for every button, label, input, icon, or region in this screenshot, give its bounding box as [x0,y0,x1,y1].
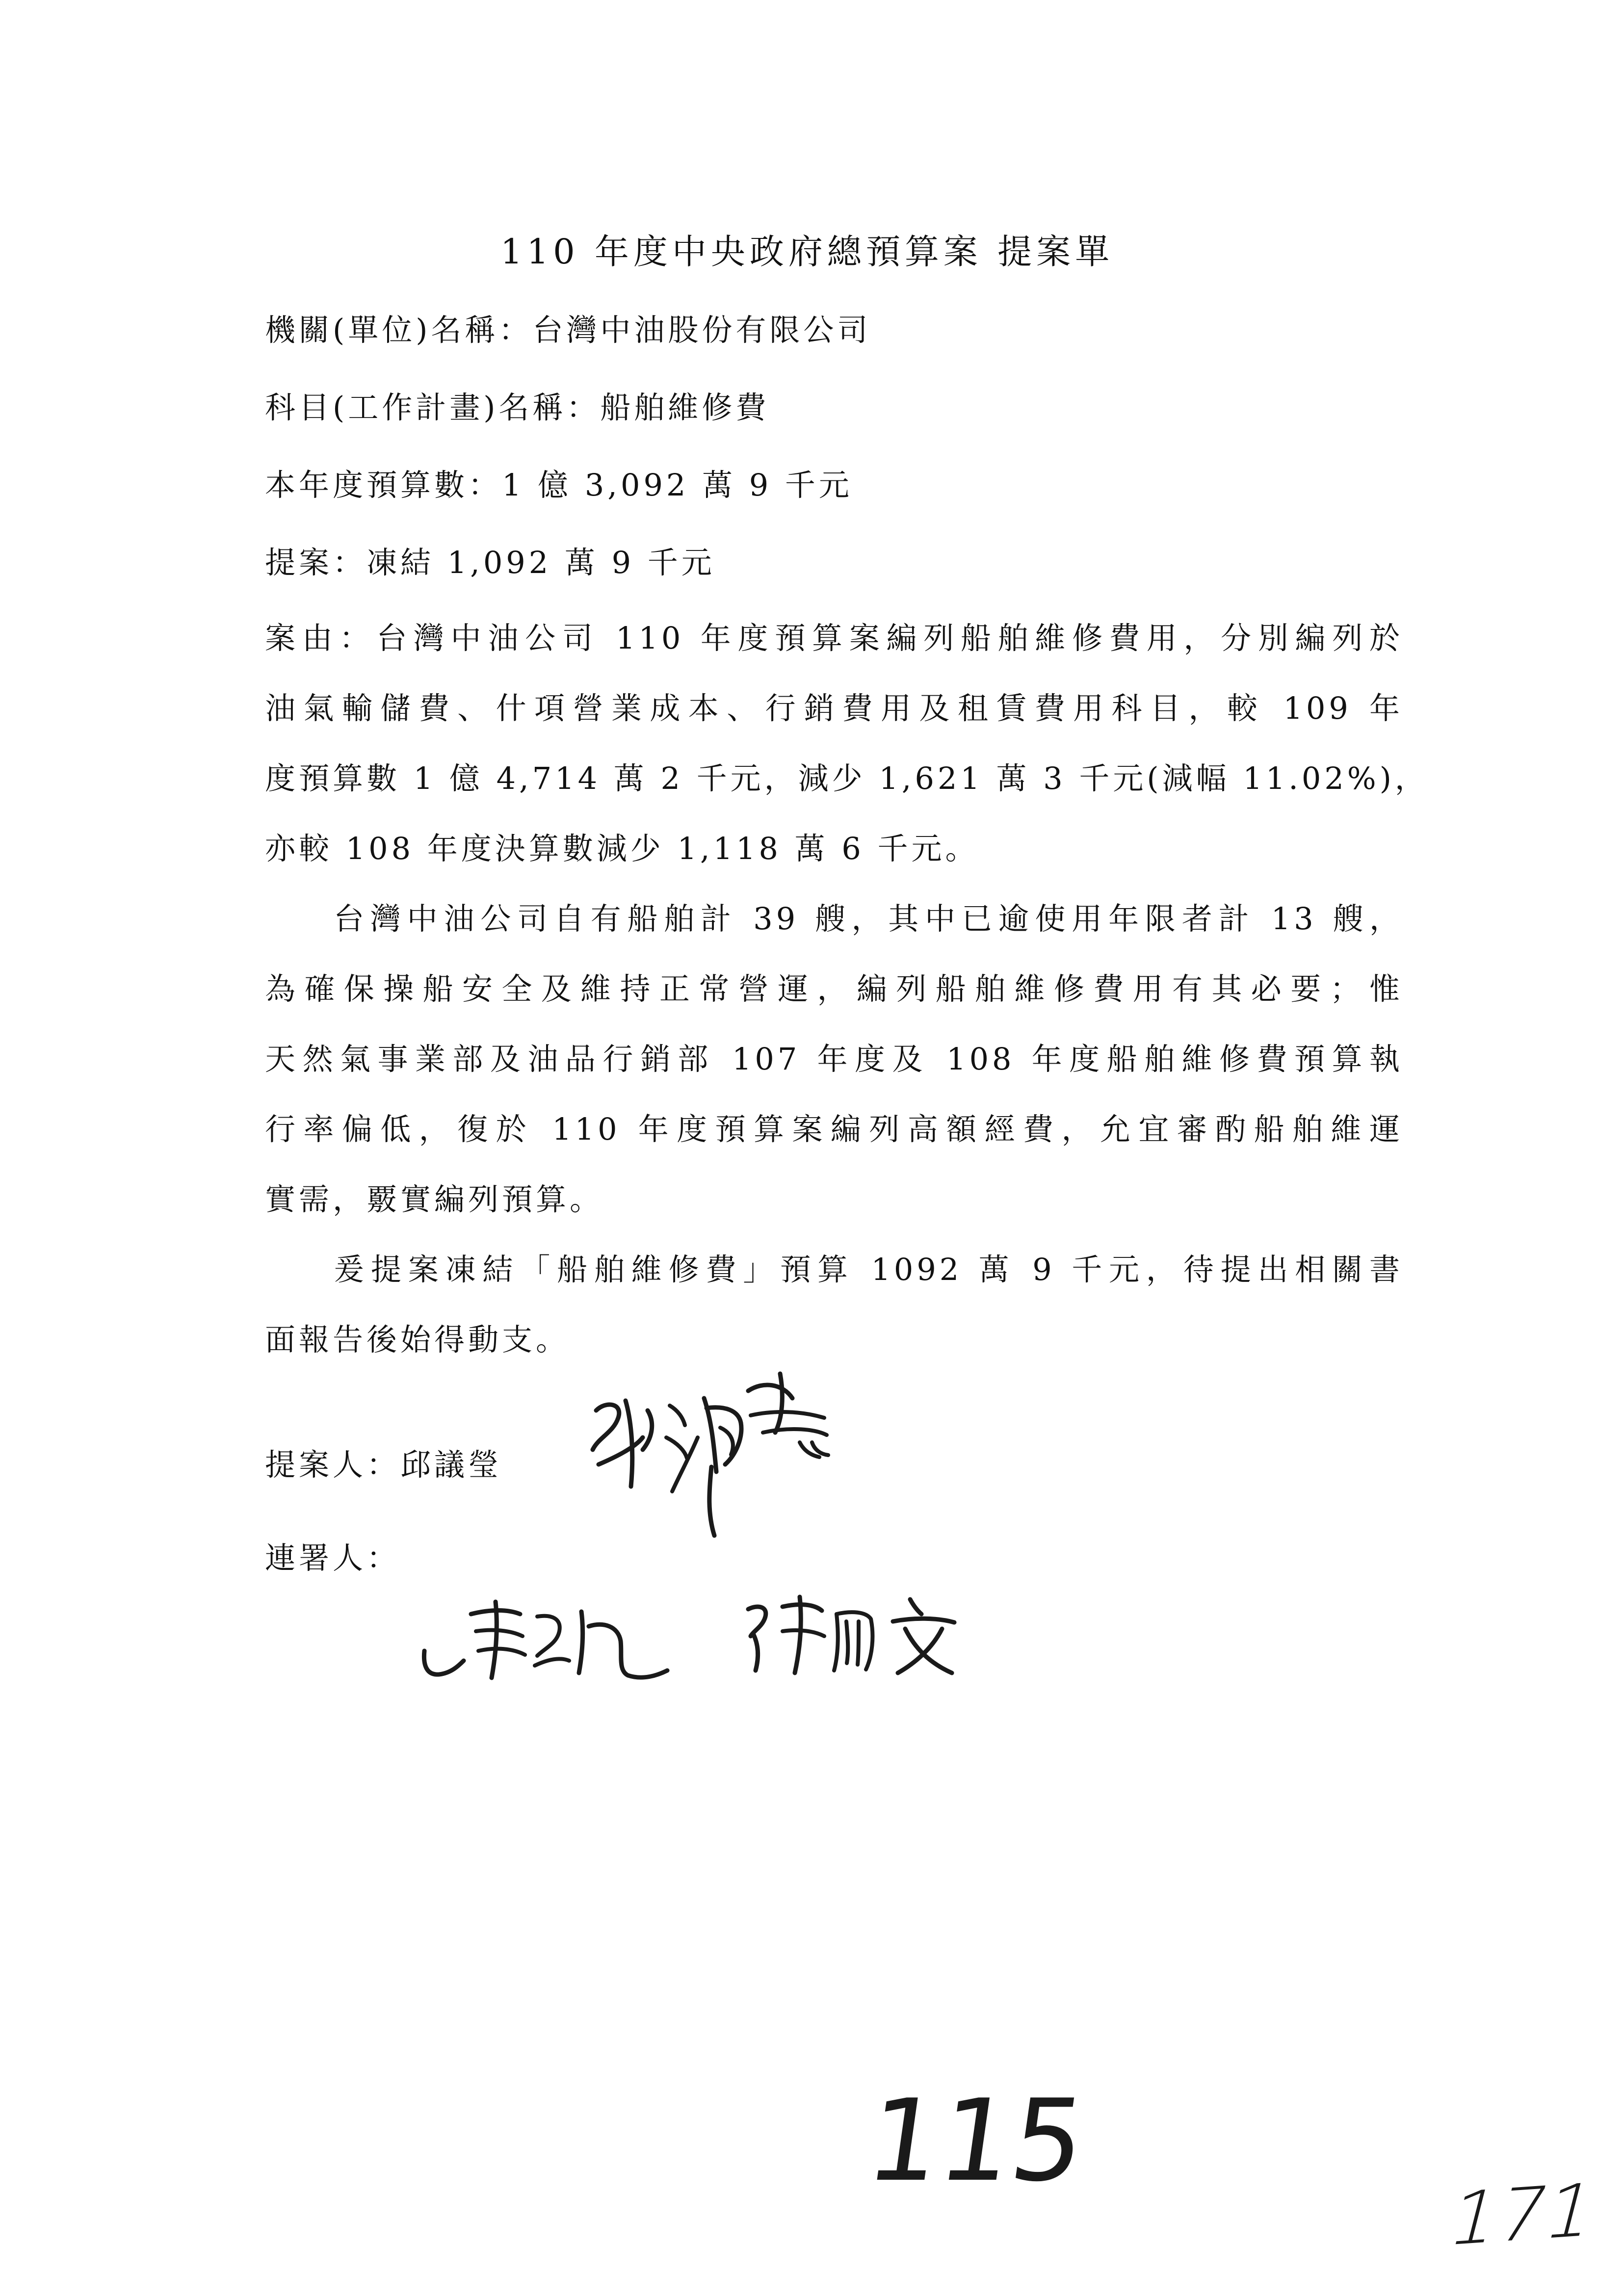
handwritten-page-number: 115 [859,2076,1093,2207]
agency-name: 機關(單位)名稱：台灣中油股份有限公司 [265,312,871,348]
cosigner-signature [412,1592,687,1690]
reason-line: 油氣輸儲費、什項營業成本、行銷費用及租賃費用科目，較 109 年 [265,690,1403,726]
analysis-line: 為確保操船安全及維持正常營運，編列船舶維修費用有其必要；惟 [265,971,1403,1007]
document-title: 110 年度中央政府總預算案 提案單 [500,232,1114,272]
conclusion-line: 爰提案凍結「船舶維修費」預算 1092 萬 9 千元，待提出相關書 [334,1252,1403,1287]
cosigner-signature [736,1587,991,1685]
analysis-line: 台灣中油公司自有船舶計 39 艘，其中已逾使用年限者計 13 艘， [334,901,1403,937]
analysis-line: 實需，覈實編列預算。 [265,1181,604,1217]
proposal-amount: 提案：凍結 1,092 萬 9 千元 [265,545,715,580]
item-name: 科目(工作計畫)名稱：船舶維修費 [265,390,770,425]
analysis-line: 行率偏低，復於 110 年度預算案編列高額經費，允宜審酌船舶維運 [265,1111,1403,1147]
conclusion-line: 面報告後始得動支。 [265,1322,570,1357]
budget-amount: 本年度預算數：1 億 3,092 萬 9 千元 [265,467,853,503]
reason-line: 度預算數 1 億 4,714 萬 2 千元，減少 1,621 萬 3 千元(減幅 11.02%)， [265,760,1429,796]
reason-line: 亦較 108 年度決算數減少 1,118 萬 6 千元。 [265,831,979,866]
proposer-signature [569,1364,864,1550]
proposer-line: 提案人：邱議瑩 [265,1447,502,1483]
handwritten-corner-number: 171 [1440,2167,1605,2263]
analysis-line: 天然氣事業部及油品行銷部 107 年度及 108 年度船舶維修費預算執 [265,1041,1403,1077]
cosigners-label: 連署人： [265,1540,401,1576]
reason-line: 案由：台灣中油公司 110 年度預算案編列船舶維修費用，分別編列於 [265,620,1403,656]
